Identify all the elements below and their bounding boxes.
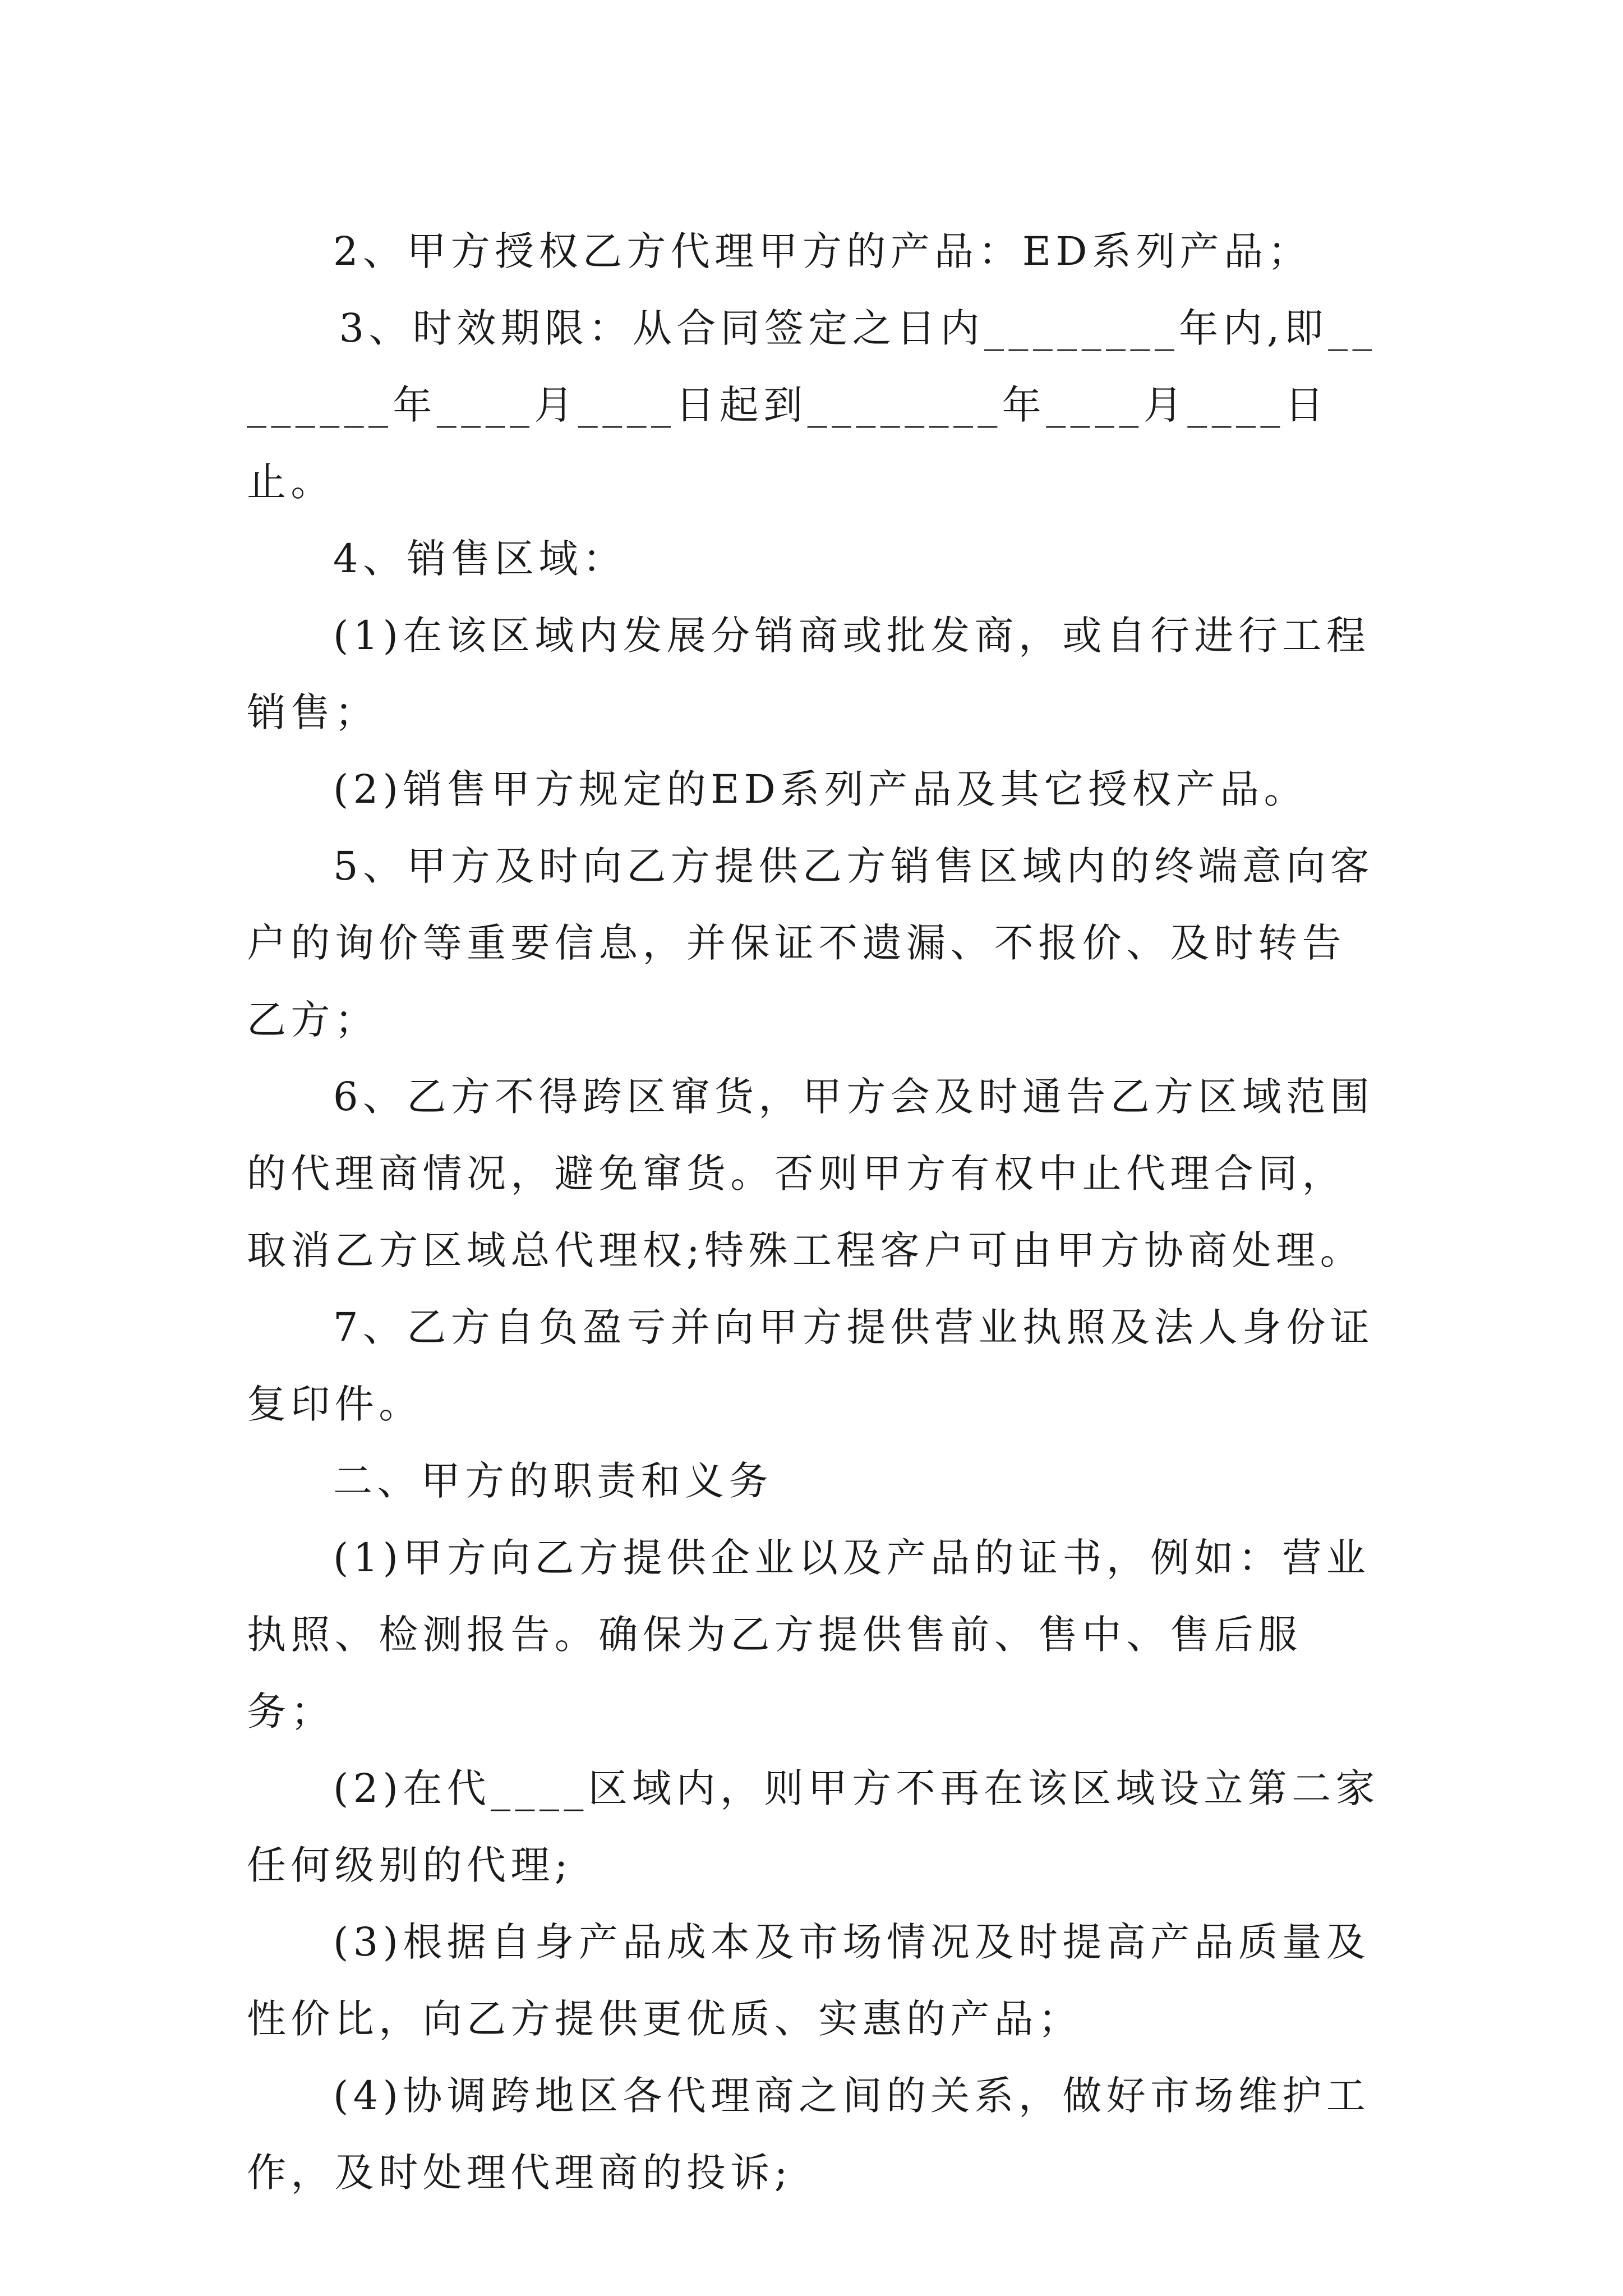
clause-7-paragraph: 7、乙方自负盈亏并向甲方提供营业执照及法人身份证复印件。 [247, 1304, 1375, 1427]
clause-4-item-1-paragraph: (1)在该区域内发展分销商或批发商，或自行进行工程销售； [247, 613, 1371, 735]
clause-2-paragraph: 2、甲方授权乙方代理甲方的产品：ED系列产品； [333, 228, 1312, 274]
clause-4-paragraph: 4、销售区域： [333, 536, 627, 582]
clause-6-paragraph: 6、乙方不得跨区窜货，甲方会及时通告乙方区域范围的代理商情况，避免窜货。否则甲方有权中止代理合同，取消乙方区域总代理权;特殊工程客户可由甲方协商处理。 [247, 1074, 1375, 1273]
section-2-item-1-paragraph: (1)甲方向乙方提供企业以及产品的证书，例如：营业执照、检测报告。确保为乙方提供售前、售中、售后服务； [247, 1535, 1371, 1734]
section-2-item-3-paragraph: (3)根据自身产品成本及市场情况及时提高产品质量及性价比，向乙方提供更优质、实惠的产品； [247, 1919, 1371, 2042]
section-2-item-2-paragraph: (2)在代____区域内，则甲方不再在该区域设立第二家任何级别的代理; [247, 1765, 1380, 1888]
document-body [247, 213, 1380, 2211]
clause-3-paragraph: 3、时效期限：从合同签定之日内________年内,即________年____月____日起到________年____月____日止。 [247, 305, 1377, 505]
section-2-heading: 二、甲方的职责和义务 [333, 1458, 773, 1504]
clause-4-item-2-paragraph: (2)销售甲方规定的ED系列产品及其它授权产品。 [333, 766, 1308, 812]
section-2-item-4-paragraph: (4)协调跨地区各代理商之间的关系，做好市场维护工作，及时处理代理商的投诉; [247, 2073, 1371, 2196]
clause-5-paragraph: 5、甲方及时向乙方提供乙方销售区域内的终端意向客户的询价等重要信息，并保证不遗漏、不报价、及时转告乙方； [247, 843, 1375, 1043]
